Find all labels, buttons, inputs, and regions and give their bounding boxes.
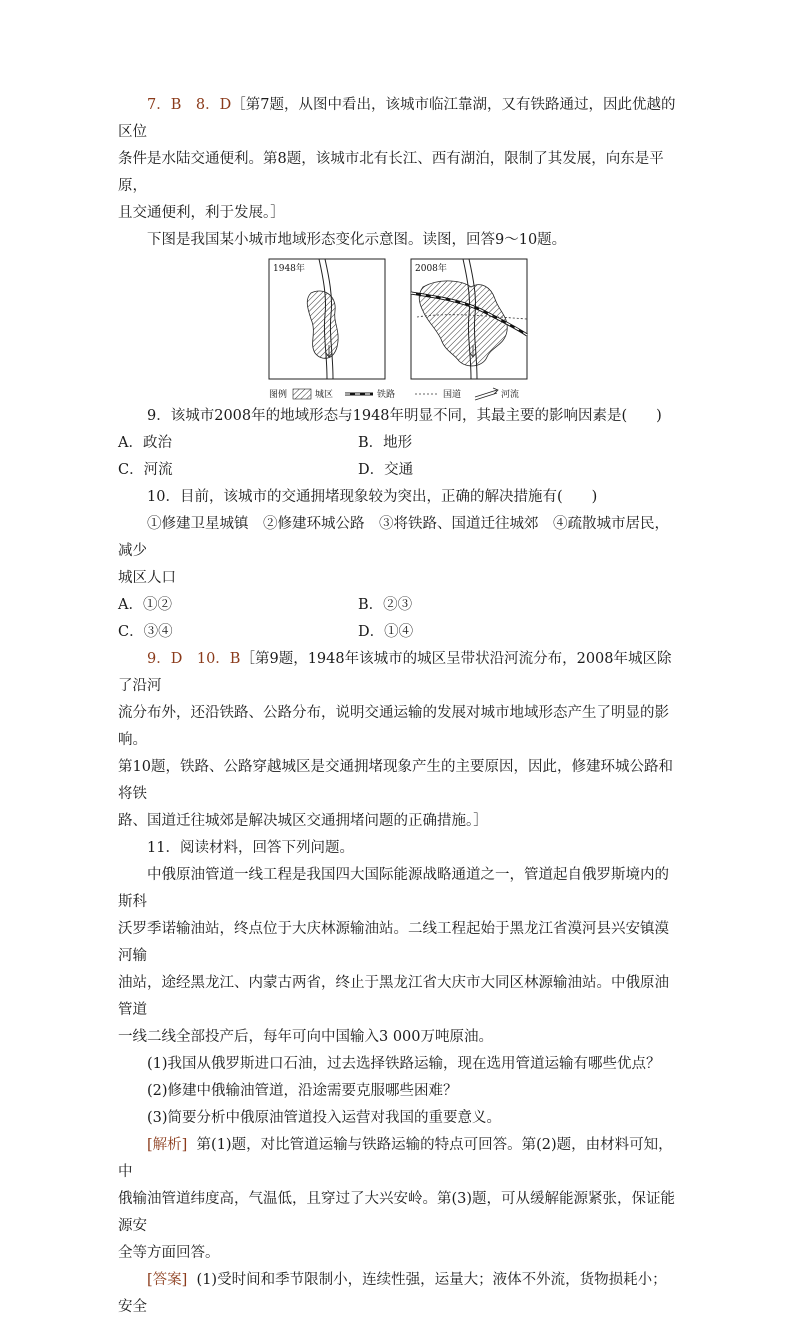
legend-title: 图例 [269, 390, 288, 400]
answer [118, 1267, 678, 1321]
legend-river: 河流 [501, 390, 520, 400]
material-line2: 沃罗季诺输油站，终点位于大庆林源输油站。二线工程起始于黑龙江省漠河县兴安镇漠河输 [118, 921, 669, 964]
answer-7-8-text1: ［第7题，从图中看出，该城市临江靠湖，又有铁路通过，因此优越的区位 [118, 97, 676, 140]
analysis [118, 1132, 678, 1186]
material-line3: 油站，途经黑龙江、内蒙古两省，终止于黑龙江省大庆市大同区林源输油站。中俄原油管道 [118, 975, 669, 1018]
legend-city: 城区 [315, 390, 334, 400]
question-9-options-row1 [118, 430, 678, 457]
question-10-items-cont: 城区人口 [118, 570, 176, 586]
sub-question-3: (3)简要分析中俄原油管道投入运营对我国的重要意义。 [147, 1110, 502, 1126]
answer-9-10-line4: 路、国道迁往城郊是解决城区交通拥堵问题的正确措施。］ [118, 813, 488, 829]
map-1948-year: 1948年 [273, 264, 305, 274]
answer-9-10-text1: ［第9题，1948年该城市的城区呈带状沿河流分布，2008年城区除了沿河 [118, 651, 672, 694]
map-figure [118, 257, 678, 403]
legend-city-swatch [293, 389, 311, 399]
answer-9-10-head: 9．D 10．B [147, 651, 241, 667]
question-10-stem: 10．目前，该城市的交通拥堵现象较为突出，正确的解决措施有( ) [147, 489, 598, 505]
analysis-text1: 第(1)题，对比管道运输与铁路运输的特点可回答。第(2)题，由材料可知，中 [118, 1137, 673, 1180]
question-10-options-row1 [118, 592, 678, 619]
content [118, 92, 678, 1321]
answer-tag: [答案] [147, 1272, 188, 1288]
question-9-option-b: B．地形 [358, 435, 413, 451]
legend-river-swatch [475, 390, 497, 400]
analysis-tag: [解析] [147, 1137, 188, 1153]
question-11-stem: 11．阅读材料，回答下列问题。 [147, 840, 354, 856]
legend-road: 国道 [443, 390, 462, 400]
answer-7-8-head: 7．B 8．D [147, 97, 232, 113]
answer-7-8-line3: 且交通便利，利于发展。］ [118, 205, 285, 221]
question-10-options-row2 [118, 619, 678, 646]
question-10-option-a: A．①② [118, 597, 172, 613]
question-9-options-row2 [118, 457, 678, 484]
answer-7-8-line2: 条件是水陆交通便利。第8题，该城市北有长江、西有湖泊，限制了其发展，向东是平原， [118, 151, 664, 194]
city-form-map [267, 257, 529, 403]
answer-9-10-line2: 流分布外，还沿铁路、公路分布，说明交通运输的发展对城市地域形态产生了明显的影响。 [118, 705, 669, 748]
question-9-option-c: C．河流 [118, 462, 173, 478]
material-line1: 中俄原油管道一线工程是我国四大国际能源战略通道之一，管道起自俄罗斯境内的斯科 [118, 867, 669, 910]
question-10-option-c: C．③④ [118, 624, 173, 640]
answer-text1: (1)受时间和季节限制小，连续性强，运量大；液体不外流，货物损耗小；安全 [118, 1272, 667, 1315]
question-9-option-d: D．交通 [358, 462, 414, 478]
question-10-items: ①修建卫星城镇 ②修建环城公路 ③将铁路、国道迁往城郊 ④疏散城市居民，减少 [118, 516, 669, 559]
answer-9-10 [118, 646, 678, 700]
analysis-line3: 全等方面回答。 [118, 1245, 220, 1261]
question-9-stem: 9．该城市2008年的地域形态与1948年明显不同，其最主要的影响因素是( ) [147, 408, 662, 424]
question-10-option-d: D．①④ [358, 624, 414, 640]
question-9-option-a: A．政治 [118, 435, 172, 451]
sub-question-2: (2)修建中俄输油管道，沿途需要克服哪些困难？ [147, 1083, 458, 1099]
answer-7-8 [118, 92, 678, 146]
sub-question-1: (1)我国从俄罗斯进口石油，过去选择铁路运输，现在选用管道运输有哪些优点？ [147, 1056, 661, 1072]
analysis-line2: 俄输油管道纬度高，气温低，且穿过了大兴安岭。第(3)题，可从缓解能源紧张，保证能源安 [118, 1191, 676, 1234]
material-line4: 一线二线全部投产后，每年可向中国输入3 000万吨原油。 [118, 1029, 494, 1045]
map-2008-year: 2008年 [415, 264, 447, 274]
question-10-option-b: B．②③ [358, 597, 413, 613]
answer-9-10-line3: 第10题，铁路、公路穿越城区是交通拥堵现象产生的主要原因，因此，修建环城公路和将铁 [118, 759, 673, 802]
question-intro: 下图是我国某小城市地域形态变化示意图。读图，回答9～10题。 [147, 232, 567, 248]
legend-rail: 铁路 [377, 390, 396, 400]
